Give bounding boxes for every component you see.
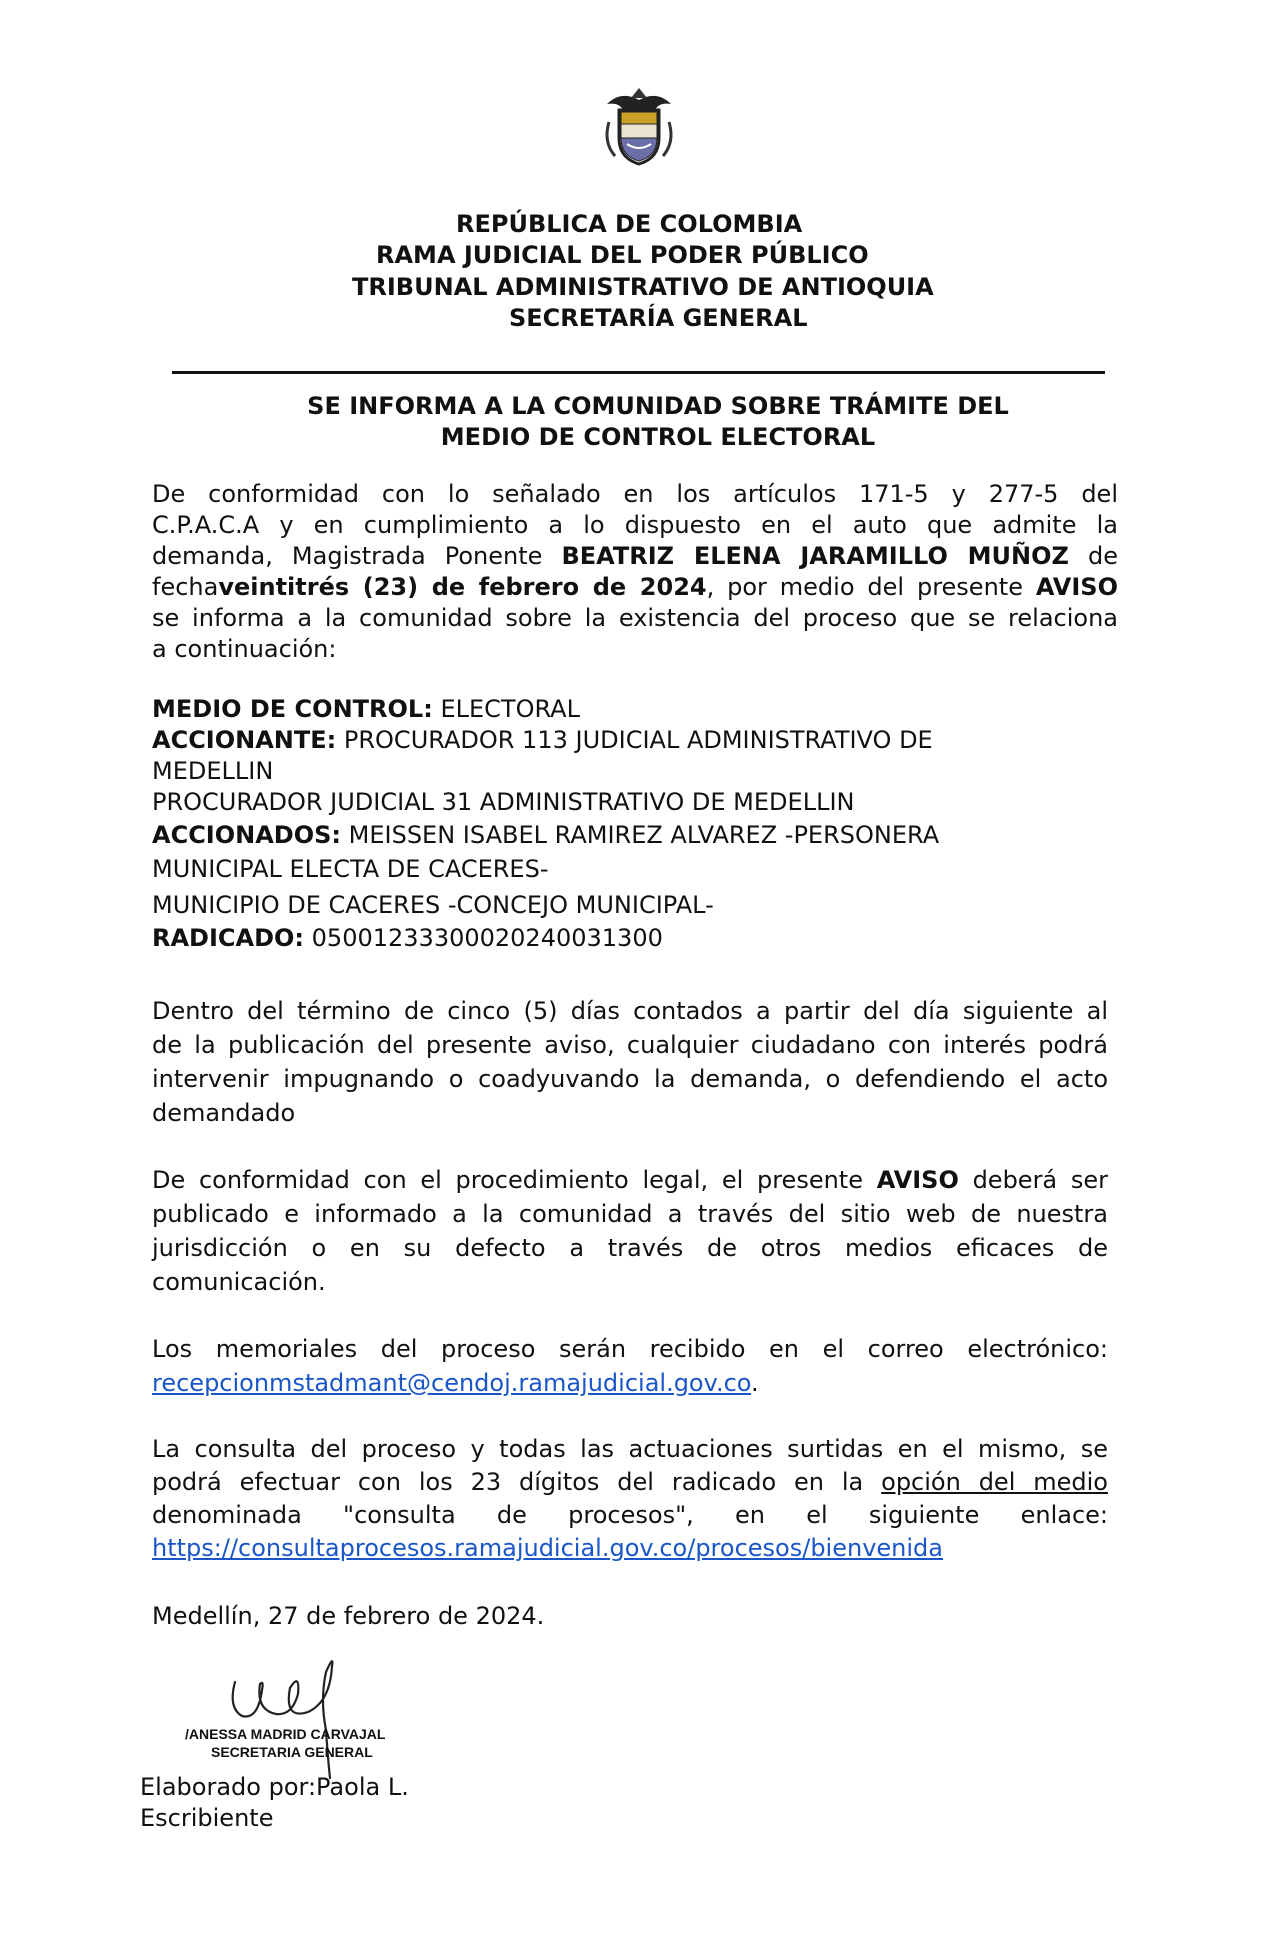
- notice-title-line2: MEDIO DE CONTROL ELECTORAL: [440, 423, 876, 451]
- elaborado-cargo: Escribiente: [140, 1804, 274, 1832]
- intro-text: demanda, Magistrada Ponente: [152, 542, 543, 570]
- term-line: de la publicación del presente aviso, cualquier ciudadano con interés podrá: [152, 1031, 1108, 1059]
- email-link[interactable]: recepcionmstadmant@cendoj.ramajudicial.gov.co: [152, 1369, 752, 1397]
- consulta-url-link[interactable]: https://consultaprocesos.ramajudicial.gov.co/procesos/bienvenida: [152, 1534, 943, 1562]
- publish-paragraph: [152, 1163, 1108, 1299]
- term-line: demandado: [152, 1099, 296, 1127]
- term-line: Dentro del término de cinco (5) días contados a partir del día siguiente al: [152, 997, 1108, 1025]
- radicado-label: RADICADO:: [152, 924, 305, 952]
- publish-text: deberá ser: [972, 1166, 1108, 1194]
- intro-line: De conformidad con lo señalado en los artículos 171-5 y 277-5 del: [152, 480, 1118, 508]
- publish-line: publicado e informado a la comunidad a través del sitio web de nuestra: [152, 1200, 1108, 1228]
- intro-line: a continuación:: [152, 635, 337, 663]
- header-line-tribunal: TRIBUNAL ADMINISTRATIVO DE ANTIOQUIA: [352, 273, 934, 301]
- accionante-row: [152, 725, 1118, 756]
- publish-line: comunicación.: [152, 1268, 326, 1296]
- medio-row: [152, 694, 1118, 725]
- accionante-value-cont: MEDELLIN: [152, 757, 274, 785]
- auto-date: veintitrés (23) de febrero de 2024: [218, 573, 707, 601]
- header-line-secretaria: SECRETARÍA GENERAL: [509, 304, 808, 332]
- intro-text: de: [1087, 542, 1118, 570]
- accionante-label: ACCIONANTE:: [152, 726, 337, 754]
- accionados-second: MUNICIPIO DE CACERES -CONCEJO MUNICIPAL-: [152, 891, 714, 919]
- intro-text: fecha: [152, 573, 219, 601]
- radicado-value: 05001233300020240031300: [311, 924, 663, 952]
- consulta-line: denominada "consulta de procesos", en el siguiente enlace:: [152, 1501, 1108, 1529]
- intro-paragraph: [152, 479, 1118, 665]
- accionados-row: [152, 820, 1118, 854]
- elaborado-por: Elaborado por:Paola L.: [140, 1773, 409, 1801]
- medio-value: ELECTORAL: [440, 695, 580, 723]
- accionante-second: PROCURADOR JUDICIAL 31 ADMINISTRATIVO DE MEDELLIN: [152, 788, 855, 816]
- aviso-word: AVISO: [1035, 573, 1118, 601]
- coat-of-arms-icon: [597, 86, 681, 168]
- header-line-republic: REPÚBLICA DE COLOMBIA: [456, 210, 803, 238]
- intro-text: , por medio del presente: [706, 573, 1023, 601]
- date-line: Medellín, 27 de febrero de 2024.: [152, 1602, 545, 1630]
- consulta-text: podrá efectuar con los 23 dígitos del radicado en la: [152, 1468, 864, 1496]
- intro-line: C.P.A.C.A y en cumplimiento a lo dispuesto en el auto que admite la: [152, 511, 1118, 539]
- opcion-medio-text: opción del medio: [881, 1468, 1108, 1496]
- accionados-value-cont: MUNICIPAL ELECTA DE CACERES-: [152, 855, 549, 883]
- signatory-block: [185, 1725, 385, 1761]
- memoriales-line: Los memoriales del proceso serán recibido en el correo electrónico:: [152, 1335, 1108, 1363]
- notice-title: [220, 391, 1096, 453]
- accionante-value: PROCURADOR 113 JUDICIAL ADMINISTRATIVO DE: [343, 726, 933, 754]
- consulta-line: La consulta del proceso y todas las actuaciones surtidas en el mismo, se: [152, 1435, 1108, 1463]
- publish-line: [152, 1163, 1108, 1197]
- consulta-url-line: [152, 1532, 1108, 1565]
- signatory-name: /ANESSA MADRID CARVAJAL: [185, 1726, 386, 1742]
- accionados-label: ACCIONADOS:: [152, 821, 341, 849]
- case-details: [152, 694, 1118, 954]
- term-paragraph: [152, 994, 1108, 1130]
- header-line-rama: RAMA JUDICIAL DEL PODER PÚBLICO: [376, 241, 869, 269]
- intro-line: [152, 541, 1118, 572]
- consulta-line: [152, 1466, 1108, 1499]
- radicado-row: [152, 923, 1118, 954]
- aviso-word: AVISO: [876, 1166, 959, 1194]
- magistrate-name: BEATRIZ ELENA JARAMILLO MUÑOZ: [561, 542, 1069, 570]
- intro-line: [152, 572, 1118, 603]
- accionados-value: MEISSEN ISABEL RAMIREZ ALVAREZ -PERSONERA: [348, 821, 940, 849]
- intro-line: se informa a la comunidad sobre la existencia del proceso que se relaciona: [152, 604, 1118, 632]
- publish-text: De conformidad con el procedimiento legal, el presente: [152, 1166, 863, 1194]
- memoriales-paragraph: [152, 1332, 1108, 1400]
- medio-label: MEDIO DE CONTROL:: [152, 695, 433, 723]
- signatory-role: SECRETARIA GENERAL: [211, 1744, 373, 1760]
- header-divider: [172, 371, 1105, 374]
- memoriales-email-line: [152, 1366, 1108, 1400]
- email-period: .: [751, 1369, 759, 1397]
- consulta-paragraph: [152, 1433, 1108, 1565]
- notice-title-line1: SE INFORMA A LA COMUNIDAD SOBRE TRÁMITE DEL: [307, 392, 1009, 420]
- term-line: intervenir impugnando o coadyuvando la demanda, o defendiendo el acto: [152, 1065, 1108, 1093]
- publish-line: jurisdicción o en su defecto a través de otros medios eficaces de: [152, 1234, 1108, 1262]
